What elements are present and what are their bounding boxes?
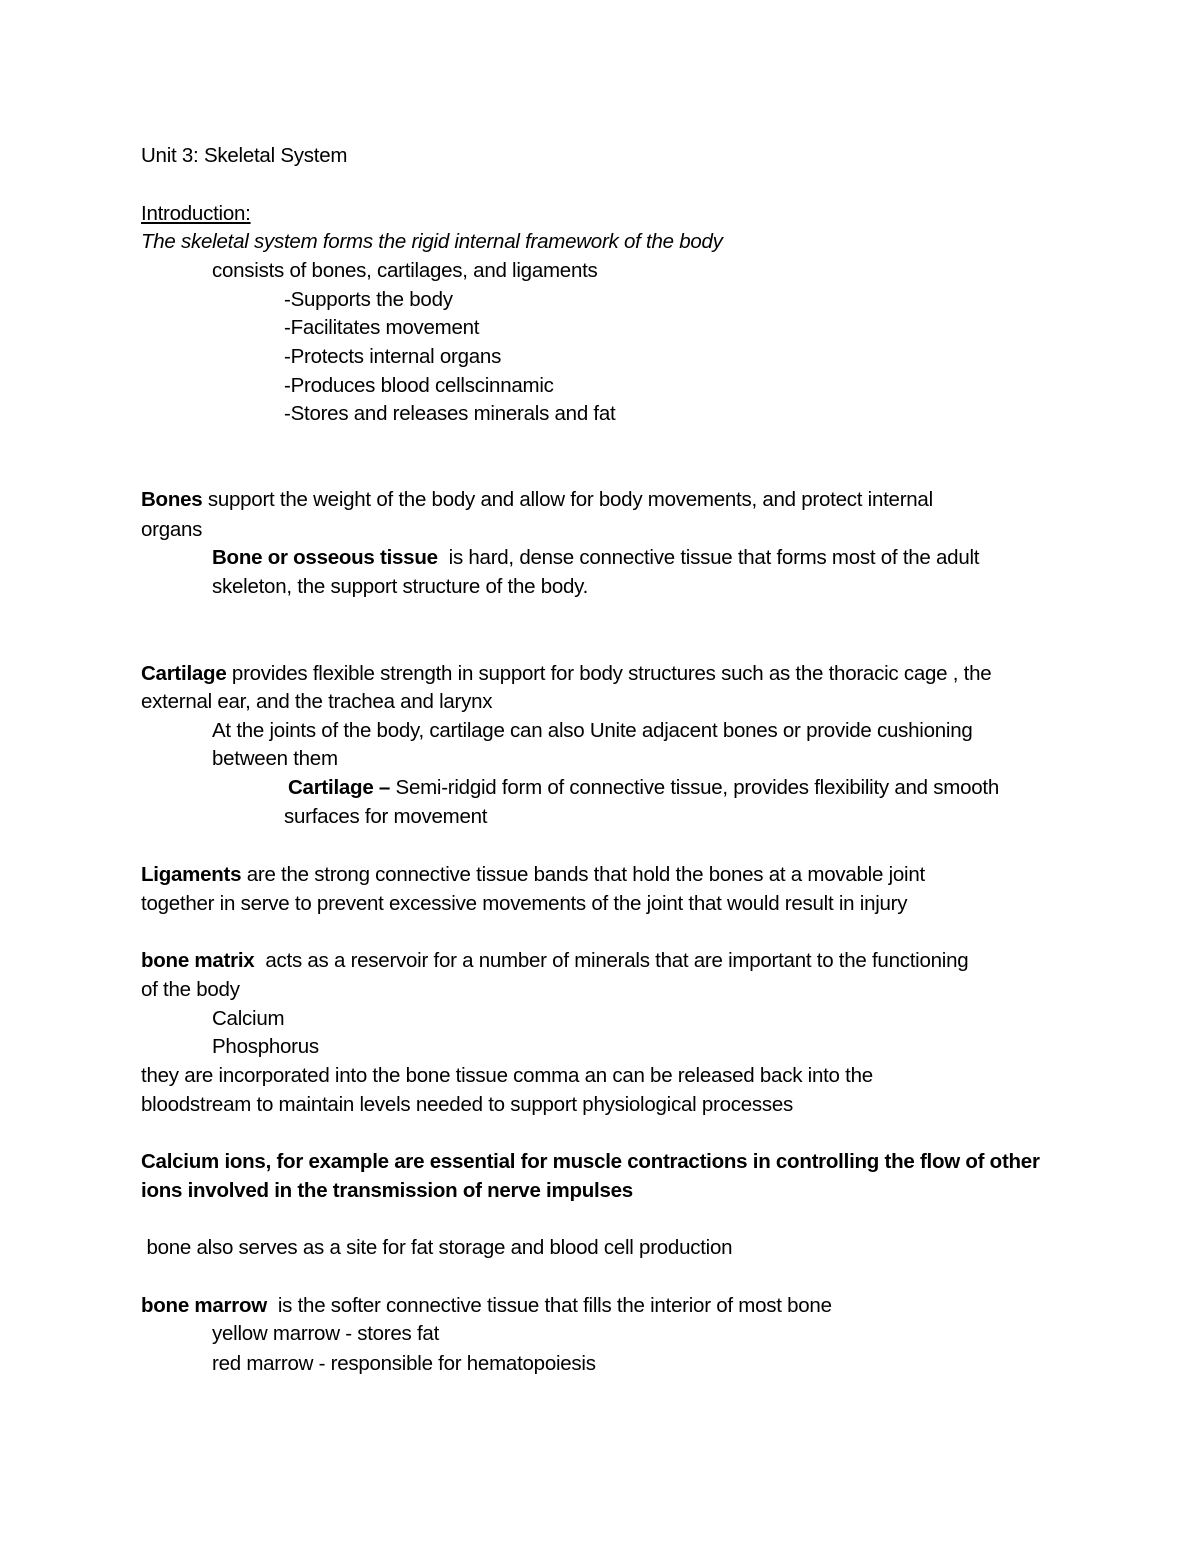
cartilage-line1-text: provides flexible strength in support for body structures such as the thoracic cage , the bbox=[226, 662, 992, 685]
mineral-item: Phosphorus bbox=[212, 1035, 319, 1058]
matrix-line2: of the body bbox=[141, 978, 240, 1001]
marrow-paragraph-line bbox=[141, 1294, 832, 1318]
calcium-line1: Calcium ions, for example are essential for muscle contractions in controlling the flow of other bbox=[141, 1150, 1040, 1173]
function-item: -Protects internal organs bbox=[284, 345, 502, 368]
cartilage-joints-line2: between them bbox=[212, 747, 338, 770]
bones-term: Bones bbox=[141, 488, 203, 511]
ligaments-line1-text: are the strong connective tissue bands that hold the bones at a movable joint bbox=[241, 863, 925, 886]
intro-heading: Introduction: bbox=[141, 202, 251, 225]
cartilage-joints-line1: At the joints of the body, cartilage can also Unite adjacent bones or provide cushioning bbox=[212, 719, 973, 742]
function-item: -Stores and releases minerals and fat bbox=[284, 402, 616, 425]
cartilage-definition-text: Semi-ridgid form of connective tissue, provides flexibility and smooth bbox=[390, 776, 999, 799]
osseous-paragraph-line bbox=[212, 546, 979, 570]
ligaments-paragraph-line bbox=[141, 863, 925, 887]
marrow-type-item: yellow marrow - stores fat bbox=[212, 1322, 440, 1345]
calcium-line2: ions involved in the transmission of nerve impulses bbox=[141, 1179, 633, 1202]
cartilage-definition-line bbox=[288, 776, 999, 800]
bones-paragraph-line bbox=[141, 488, 933, 512]
marrow-type-item: red marrow - responsible for hematopoiesis bbox=[212, 1352, 596, 1375]
intro-italic-line: The skeletal system forms the rigid internal framework of the body bbox=[141, 230, 723, 253]
bones-line2: organs bbox=[141, 518, 203, 541]
cartilage-definition-line2: surfaces for movement bbox=[284, 805, 488, 828]
marrow-term: bone marrow bbox=[141, 1294, 267, 1317]
mineral-item: Calcium bbox=[212, 1007, 285, 1030]
marrow-line1-text: is the softer connective tissue that fills the interior of most bone bbox=[266, 1294, 832, 1317]
cartilage-term: Cartilage bbox=[141, 662, 227, 685]
storage-line: bone also serves as a site for fat storage and blood cell production bbox=[141, 1236, 733, 1259]
cartilage-line2: external ear, and the trachea and larynx bbox=[141, 690, 493, 713]
matrix-line4: bloodstream to maintain levels needed to support physiological processes bbox=[141, 1093, 794, 1116]
osseous-line1-text: is hard, dense connective tissue that forms most of the adult bbox=[437, 546, 980, 569]
function-item: -Produces blood cellscinnamic bbox=[284, 374, 554, 397]
bones-line1-text: support the weight of the body and allow for body movements, and protect internal bbox=[202, 488, 933, 511]
cartilage-definition-term: Cartilage – bbox=[288, 776, 391, 799]
function-item: -Supports the body bbox=[284, 288, 453, 311]
matrix-paragraph-line bbox=[141, 949, 968, 973]
ligaments-term: Ligaments bbox=[141, 863, 242, 886]
cartilage-paragraph-line bbox=[141, 662, 991, 686]
matrix-term: bone matrix bbox=[141, 949, 255, 972]
osseous-term: Bone or osseous tissue bbox=[212, 546, 438, 569]
ligaments-line2: together in serve to prevent excessive movements of the joint that would result in injury bbox=[141, 892, 908, 915]
osseous-line2: skeleton, the support structure of the body. bbox=[212, 575, 589, 598]
intro-consists-line: consists of bones, cartilages, and ligaments bbox=[212, 259, 598, 282]
function-item: -Facilitates movement bbox=[284, 316, 480, 339]
document-title: Unit 3: Skeletal System bbox=[141, 144, 348, 167]
matrix-line1-text: acts as a reservoir for a number of minerals that are important to the functioning bbox=[254, 949, 969, 972]
matrix-line3: they are incorporated into the bone tissue comma an can be released back into the bbox=[141, 1064, 873, 1087]
